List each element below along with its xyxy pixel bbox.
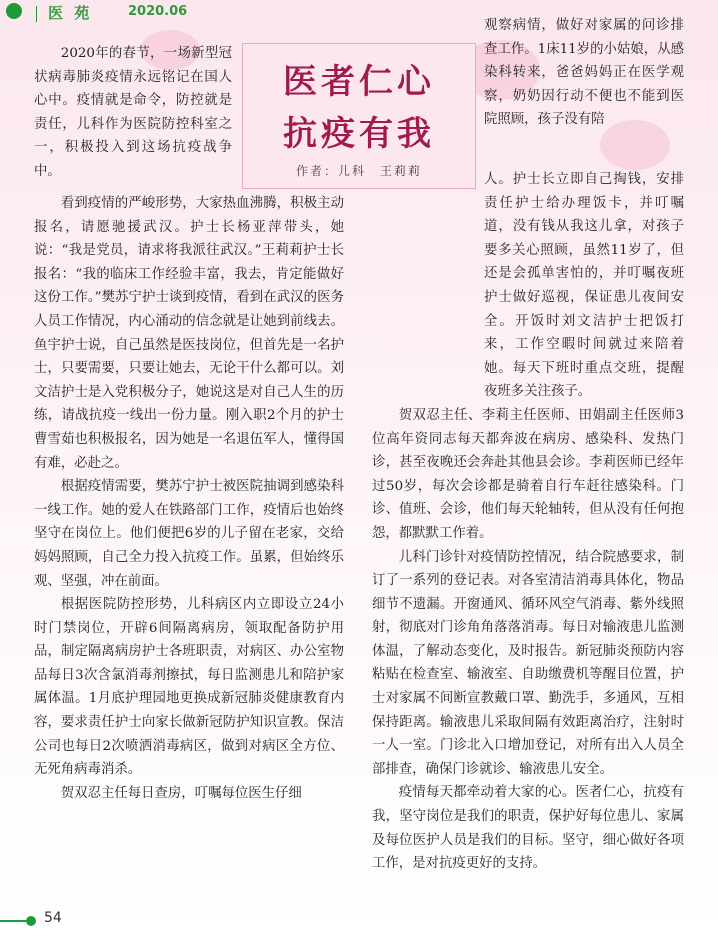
- paragraph: 贺双忍主任每日查房，叮嘱每位医生仔细: [60, 785, 302, 801]
- article-author: 作者：儿科 王莉莉: [295, 164, 422, 178]
- green-dot-icon: [26, 916, 36, 926]
- paragraph: 儿科门诊针对疫情防控情况，结合院感要求，制订了一系列的登记表。对各室清洁消毒具体化，物品细节不遗漏。开窗通风、循环风空气消毒、紫外线照射，彻底对门诊角角落落消毒。每日对输液患儿监测体温，了解动态变化，及时报告。新冠肺炎预防内容粘贴在检查室、输液室、自助缴费机等醒目位置，护士对家属不间断宣教戴口罩、勤洗手，多通风，互相保持距离。输液患儿采取间隔有效距离治疗，注射时一人一室。门诊北入口增加登记，对所有出入人员全部排查，确保门诊就诊、输液患儿安全。: [372, 549, 684, 777]
- right-column-main: [372, 168, 684, 876]
- left-column-main: [34, 192, 344, 805]
- paragraph: 贺双忍主任、李莉主任医师、田娟副主任医师3位高年资同志每天都奔波在病房、感染科、发热门诊，甚至夜晚还会奔赴其他县会诊。李莉医师已经年过50岁，每次会诊都是骑着自行车赶往感染科。门诊、值班、会诊，他们每天轮轴转，但从没有任何抱怨，都默默工作着。: [372, 407, 684, 541]
- footer-rule: [0, 920, 26, 922]
- section-title: 医 苑: [48, 4, 93, 22]
- green-dot-icon: [6, 3, 22, 19]
- paragraph: 人。护士长立即自己掏钱，安排责任护士给办理饭卡，并叮嘱道，没有钱从我这儿拿，对孩子要多关心照顾，虽然11岁了，但还是会孤单害怕的，并叮嘱夜班护士做好巡视，保证患儿夜间安全。开饭时刘文洁护士把饭打来，工作空暇时间就过来陪着她。每天下班时重点交班，提醒夜班多关注孩子。: [484, 172, 684, 400]
- paragraph: 根据疫情需要，樊苏宁护士被医院抽调到感染科一线工作。她的爱人在铁路部门工作，疫情后也始终坚守在岗位上。他们便把6岁的儿子留在老家，交给妈妈照顾，自己全力投入抗疫工作。虽累，但始终乐观、坚强，冲在前面。: [34, 479, 344, 589]
- paragraph: 观察病情，做好对家属的问诊排查工作。1床11岁的小姑娘，从感染科转来，爸爸妈妈正在医学观察，奶奶因行动不便也不能到医院照顾，孩子没有陪: [484, 18, 684, 128]
- article-title-line1: 医者仁心: [283, 62, 435, 102]
- header-divider: [36, 6, 37, 22]
- article-title-line2: 抗疫有我: [283, 114, 435, 154]
- left-column-intro: [34, 42, 232, 184]
- right-column-continuation: [484, 14, 684, 132]
- issue-date: 2020.06: [128, 4, 188, 19]
- paragraph: 看到疫情的严峻形势，大家热血沸腾，积极主动报名，请愿驰援武汉。护士长杨亚萍带头，她说：“我是党员，请求将我派往武汉。”王莉莉护士长报名：“我的临床工作经验丰富，我去，肯定能做好这份工作。”樊苏宁护士谈到疫情，看到在武汉的医务人员工作情况，内心涌动的信念就是让她到前线去。鱼宇护士说，自己虽然是医技岗位，但首先是一名护士，只要需要，只要让她去，无论干什么都可以。刘文洁护士是入党积极分子，她说这是对自己人生的历练，请战抗疫一线出一份力量。刚入职2个月的护士曹雪茹也积极报名，因为她是一名退伍军人，懂得国有难，必赴之。: [34, 196, 344, 471]
- page-number: 54: [44, 910, 62, 926]
- paragraph: 根据医院防控形势，儿科病区内立即设立24小时门禁岗位，开辟6间隔离病房，领取配备防护用品，制定隔离病房护士各班职责，对病区、办公室物品每日3次含氯消毒剂擦拭，每日监测患儿和陪护家属体温。1月底护理园地更换成新冠肺炎健康教育内容，要求责任护士向家长做新冠防护知识宣教。保洁公司也每日2次喷洒消毒病区，做到对病区全方位、无死角病毒消杀。: [34, 597, 344, 778]
- paragraph: 2020年的春节，一场新型冠状病毒肺炎疫情永远铭记在国人心中。疫情就是命令，防控就是责任，儿科作为医院防控科室之一，积极投入到这场抗疫战争中。: [34, 46, 232, 179]
- paragraph: 疫情每天都牵动着大家的心。医者仁心，抗疫有我，坚守岗位是我们的职责，保护好每位患儿、家属及每位医护人员是我们的目标。坚守，细心做好各项工作，是对抗疫更好的支持。: [372, 785, 684, 872]
